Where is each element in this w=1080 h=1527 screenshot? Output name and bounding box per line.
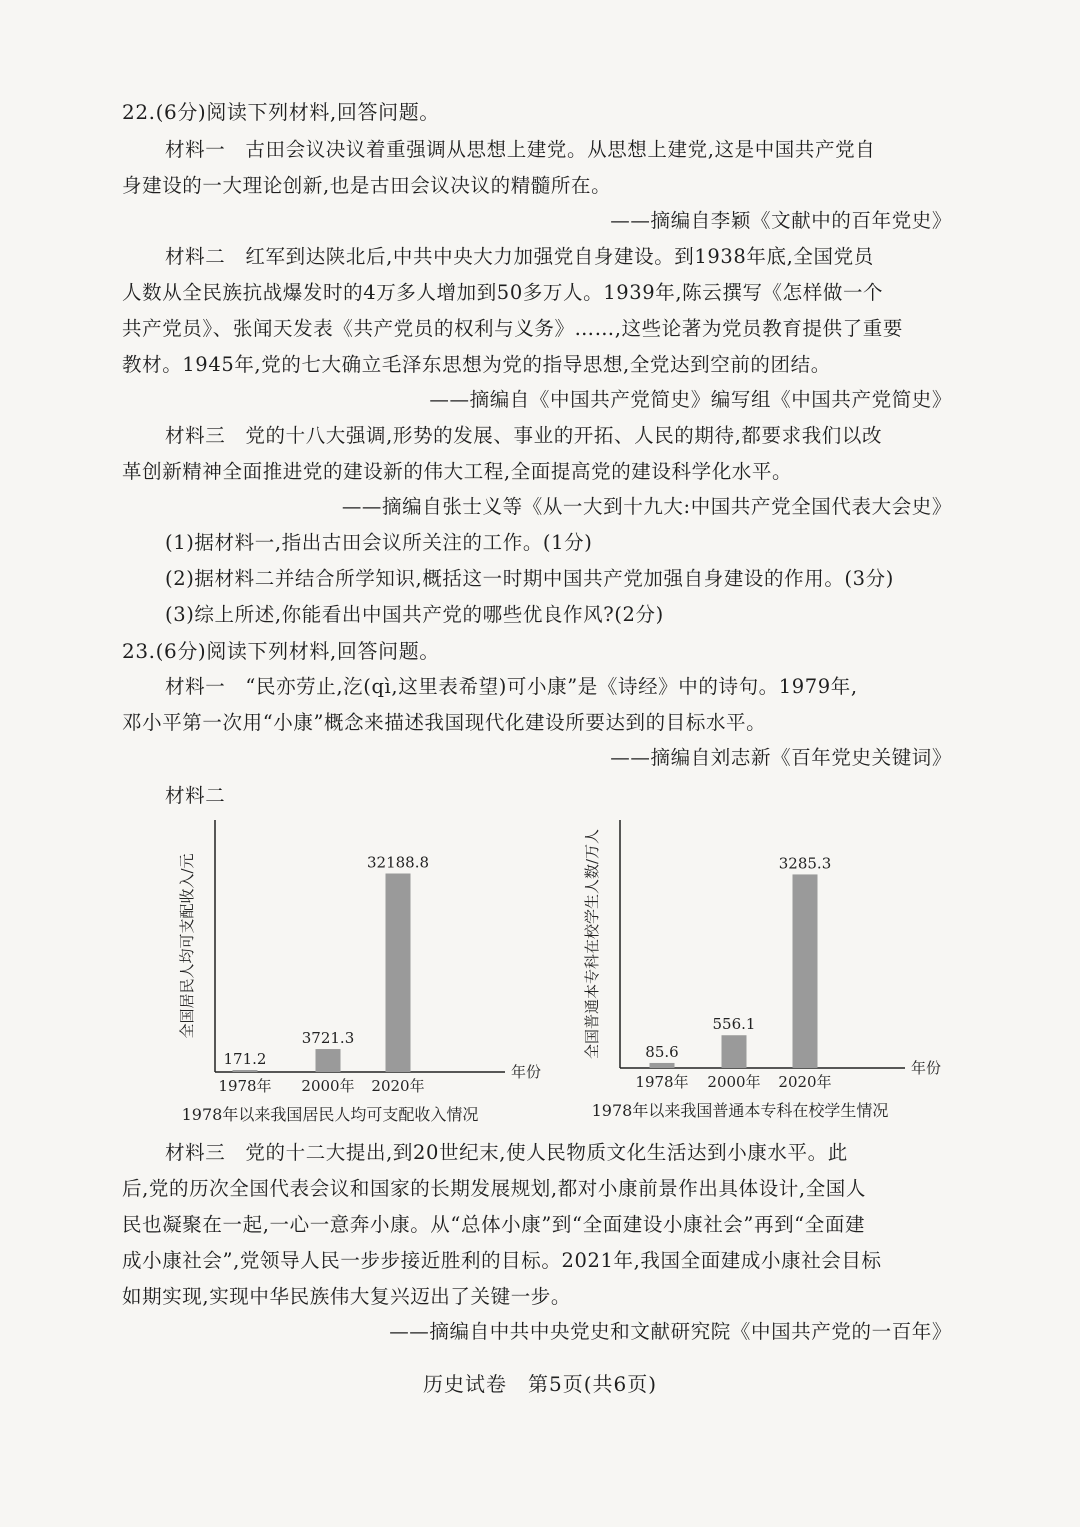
bar-2	[793, 874, 818, 1068]
data-label-0: 171.2	[223, 1050, 267, 1068]
q22-material3-line2: 革创新精神全面推进党的建设新的伟大工程,全面提高党的建设科学化水平。	[122, 460, 793, 483]
data-label-1: 556.1	[712, 1015, 756, 1034]
x-axis-label: 年份	[511, 1063, 542, 1081]
q22-material2-line1: 材料二 红军到达陕北后,中共中央大力加强党自身建设。到1938年底,全国党员	[165, 245, 874, 268]
bar-1	[316, 1049, 341, 1072]
data-label-1: 3721.3	[301, 1029, 355, 1048]
data-label-2: 3285.3	[778, 854, 832, 873]
q22-material1-line2: 身建设的一大理论创新,也是古田会议决议的精髓所在。	[122, 174, 612, 197]
q22-subquestion-1: (1)据材料一,指出古田会议所关注的工作。(1分)	[165, 531, 593, 554]
tick-label-2: 2020年	[371, 1077, 425, 1095]
q22-material2-source: ——摘编自《中国共产党简史》编写组《中国共产党简史》	[429, 388, 952, 411]
bar-0	[650, 1063, 675, 1068]
tick-label-0: 1978年	[218, 1077, 272, 1095]
q23-material1-source: ——摘编自刘志新《百年党史关键词》	[610, 746, 952, 769]
bar-2	[386, 874, 411, 1072]
q23-material3-line5: 如期实现,实现中华民族伟大复兴迈出了关键一步。	[122, 1285, 571, 1308]
q22-material2-line3: 共产党员》、张闻天发表《共产党员的权利与义务》……,这些论著为党员教育提供了重要	[122, 317, 903, 340]
q22-material3-line1: 材料三 党的十八大强调,形势的发展、事业的开拓、人民的期待,都要求我们以改	[165, 424, 883, 447]
q22-heading: 22.(6分)阅读下列材料,回答问题。	[122, 100, 440, 124]
students-chart	[583, 820, 941, 1120]
q23-material3-line4: 成小康社会”,党领导人民一步步接近胜利的目标。2021年,我国全面建成小康社会目标	[122, 1249, 882, 1272]
q23-heading: 23.(6分)阅读下列材料,回答问题。	[122, 639, 440, 663]
tick-label-1: 2000年	[301, 1077, 355, 1095]
data-label-0: 85.6	[645, 1042, 679, 1061]
bar-0	[233, 1070, 258, 1072]
chart-title: 1978年以来我国普通本专科在校学生情况	[591, 1101, 889, 1120]
x-axis-label: 年份	[911, 1059, 942, 1077]
q22-material1-line1: 材料一 古田会议决议着重强调从思想上建党。从思想上建党,这是中国共产党自	[165, 138, 876, 161]
q23-material1-line1: 材料一 “民亦劳止,汔(qì,这里表希望)可小康”是《诗经》中的诗句。1979年,	[165, 675, 858, 698]
q22-subquestion-3: (3)综上所述,你能看出中国共产党的哪些优良作风?(2分)	[165, 603, 664, 626]
q22-material2-line4: 教材。1945年,党的七大确立毛泽东思想为党的指导思想,全党达到空前的团结。	[122, 353, 831, 376]
q22-material1-source: ——摘编自李颖《文献中的百年党史》	[610, 209, 952, 232]
q23-material2-label: 材料二	[165, 784, 226, 807]
q23-material1-line2: 邓小平第一次用“小康”概念来描述我国现代化建设所要达到的目标水平。	[122, 711, 767, 734]
q23-material3-line1: 材料三 党的十二大提出,到20世纪末,使人民物质文化生活达到小康水平。此	[165, 1141, 848, 1164]
tick-label-0: 1978年	[635, 1073, 689, 1091]
data-label-2: 32188.8	[366, 853, 430, 872]
q23-material3-source: ——摘编自中共中央党史和文献研究院《中国共产党的一百年》	[389, 1320, 952, 1343]
tick-label-1: 2000年	[707, 1073, 761, 1091]
charts-figure	[160, 810, 960, 1130]
chart-title: 1978年以来我国居民人均可支配收入情况	[181, 1105, 479, 1124]
q22-material3-source: ——摘编自张士义等《从一大到十九大:中国共产党全国代表大会史》	[341, 495, 952, 518]
y-axis-label: 全国居民人均可支配收入/元	[178, 853, 196, 1039]
income-chart	[178, 820, 541, 1124]
y-axis-label: 全国普通本专科在校学生人数/万人	[583, 828, 601, 1060]
q22-material2-line2: 人数从全民族抗战爆发时的4万多人增加到50多万人。1939年,陈云撰写《怎样做一个	[122, 281, 884, 304]
q23-material3-line3: 民也凝聚在一起,一心一意奔小康。从“总体小康”到“全面建设小康社会”再到“全面建	[122, 1213, 866, 1236]
page-footer: 历史试卷 第5页(共6页)	[422, 1372, 658, 1396]
bar-1	[722, 1035, 747, 1068]
q23-material3-line2: 后,党的历次全国代表会议和国家的长期发展规划,都对小康前景作出具体设计,全国人	[122, 1177, 866, 1200]
q22-subquestion-2: (2)据材料二并结合所学知识,概括这一时期中国共产党加强自身建设的作用。(3分)	[165, 567, 894, 590]
tick-label-2: 2020年	[778, 1073, 832, 1091]
